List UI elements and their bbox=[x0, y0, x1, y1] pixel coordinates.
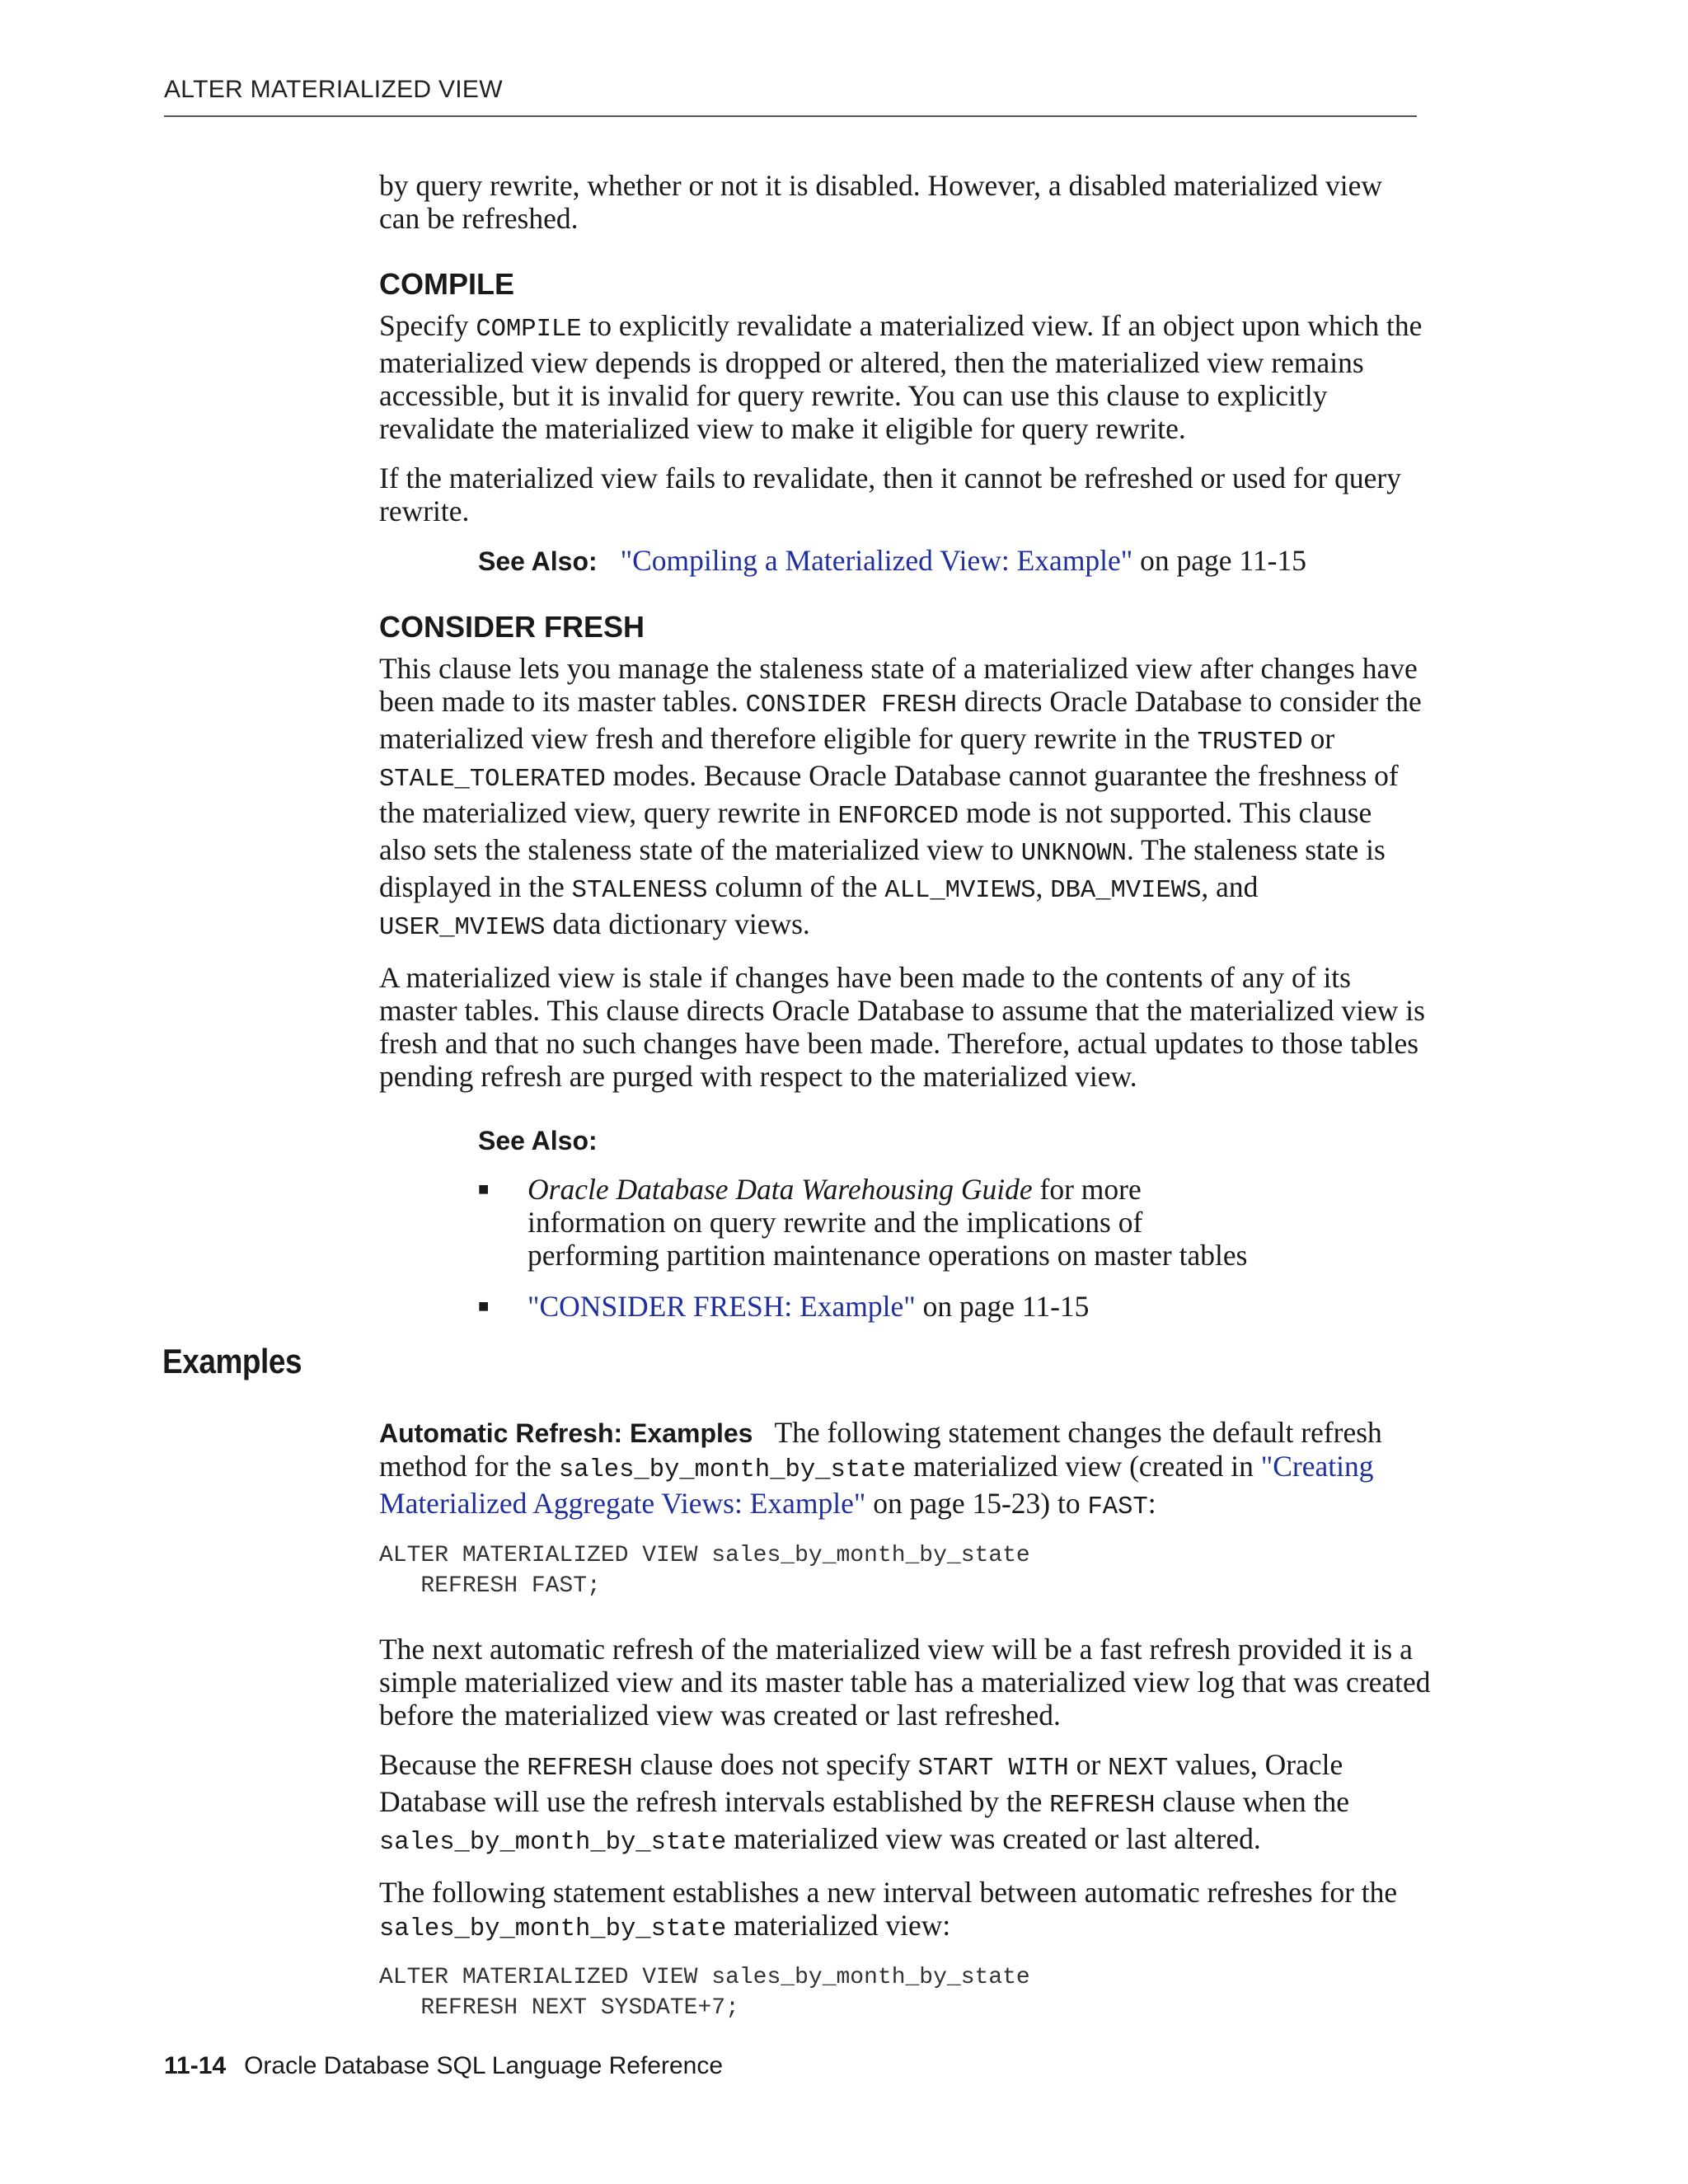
text-run: Specify bbox=[379, 309, 476, 342]
examples-paragraph-3 bbox=[379, 1748, 1434, 1859]
page-footer bbox=[164, 2052, 723, 2080]
page-number: 11-14 bbox=[164, 2052, 227, 2079]
text-run: for more information on query rewrite and the implications of performing partition maintenance operations on master tables bbox=[528, 1173, 1248, 1272]
inline-code: STALE_TOLERATED bbox=[379, 766, 606, 794]
text-run: column of the bbox=[707, 870, 885, 903]
consider-fresh-paragraph-2: A materialized view is stale if changes have been made to the contents of any of its master tables. This clause directs Oracle Database to assume that the materialized view is fresh and that no such changes have been made. Therefore, actual updates to those tables pending refresh are purged with respect to the materialized view. bbox=[379, 961, 1425, 1093]
inline-code: FAST bbox=[1087, 1493, 1148, 1521]
code-block-1: ALTER MATERIALIZED VIEW sales_by_month_by_state REFRESH FAST; bbox=[379, 1543, 1030, 1599]
inline-code: ALL_MVIEWS bbox=[884, 877, 1036, 905]
inline-code: TRUSTED bbox=[1197, 729, 1303, 757]
compile-heading: COMPILE bbox=[379, 267, 515, 301]
list-item bbox=[478, 1290, 1269, 1323]
code-compile: COMPILE bbox=[476, 316, 582, 344]
text-run: materialized view (created in bbox=[906, 1450, 1261, 1483]
consider-fresh-heading: CONSIDER FRESH bbox=[379, 610, 645, 644]
intro-paragraph: by query rewrite, whether or not it is disabled. However, a disabled materialized view can be refreshed. bbox=[379, 169, 1383, 235]
guide-title: Oracle Database Data Warehousing Guide bbox=[528, 1173, 1033, 1206]
book-title: Oracle Database SQL Language Reference bbox=[244, 2052, 724, 2079]
examples-paragraph-2: The next automatic refresh of the materialized view will be a fast refresh provided it is a simple materialized view and its master table has a materialized view log that was created before the materialized view was created or last refreshed. bbox=[379, 1633, 1431, 1732]
examples-paragraph-1 bbox=[379, 1416, 1434, 1524]
text-run: materialized view: bbox=[726, 1909, 951, 1942]
running-header bbox=[164, 73, 1417, 117]
compile-paragraph-2: If the materialized view fails to revalidate, then it cannot be refreshed or used for query rewrite. bbox=[379, 462, 1402, 527]
text-run: or bbox=[1302, 722, 1335, 755]
text-run: Because the bbox=[379, 1748, 528, 1781]
text-run: materialized view was created or last altered. bbox=[726, 1822, 1261, 1855]
header-title: ALTER MATERIALIZED VIEW bbox=[164, 76, 503, 103]
compiling-example-link[interactable]: "Compiling a Materialized View: Example" bbox=[620, 544, 1133, 577]
examples-heading: Examples bbox=[162, 1342, 302, 1380]
text-run: clause does not specify bbox=[632, 1748, 918, 1781]
text-run: directs Oracle Database to consider the materialized view fresh and therefore eligible for query rewrite in the bbox=[379, 685, 1422, 755]
text-run: values, Oracle Database will use the refresh intervals established by the bbox=[379, 1748, 1343, 1818]
square-bullet-icon: ■ bbox=[478, 1296, 490, 1316]
inline-code: USER_MVIEWS bbox=[379, 914, 546, 942]
cross-reference-link[interactable]: "Creating Materialized Aggregate Views: Example" bbox=[379, 1450, 1374, 1520]
examples-paragraph-4 bbox=[379, 1876, 1434, 1946]
see-also-list bbox=[478, 1173, 1426, 1323]
square-bullet-icon: ■ bbox=[478, 1179, 490, 1199]
text-run: mode is not supported. This clause also sets the staleness state of the materialized view to bbox=[379, 796, 1372, 866]
inline-code: REFRESH bbox=[1049, 1792, 1156, 1820]
compile-paragraph-1 bbox=[379, 309, 1426, 445]
main-body bbox=[379, 169, 1426, 1341]
inline-code: REFRESH bbox=[527, 1755, 633, 1783]
inline-code: STALENESS bbox=[571, 877, 708, 905]
examples-section bbox=[379, 1416, 1434, 2055]
see-also-label: See Also: bbox=[478, 546, 598, 576]
inline-code: sales_by_month_by_state bbox=[379, 1915, 727, 1943]
text-run: on page 15-23) to bbox=[865, 1487, 1088, 1520]
text-run: This clause lets you manage the staleness state of a materialized view after changes have been made to its master tables. bbox=[379, 652, 1418, 718]
text-run: The following statement establishes a new interval between automatic refreshes for the bbox=[379, 1876, 1398, 1909]
inline-code: sales_by_month_by_state bbox=[379, 1829, 727, 1857]
runin-title: Automatic Refresh: Examples bbox=[379, 1418, 753, 1448]
text-run: or bbox=[1068, 1748, 1109, 1781]
see-also-page: on page 11-15 bbox=[1132, 544, 1306, 577]
see-also-label: See Also: bbox=[478, 1126, 598, 1155]
text-run: data dictionary views. bbox=[545, 907, 810, 940]
inline-code: sales_by_month_by_state bbox=[558, 1456, 907, 1484]
inline-code: START WITH bbox=[917, 1755, 1069, 1783]
text-run: to explicitly revalidate a materialized view. If an object upon which the materialized view depends is dropped or altered, then the materialized view remains accessible, but it is invalid for query rewrite. You can use this clause to explicitly revalidate the materialized view to make it eligible for query rewrite. bbox=[379, 309, 1423, 445]
code-block-2: ALTER MATERIALIZED VIEW sales_by_month_by_state REFRESH NEXT SYSDATE+7; bbox=[379, 1965, 1030, 2021]
compile-see-also bbox=[478, 544, 1426, 578]
list-item bbox=[478, 1173, 1269, 1272]
inline-code: UNKNOWN bbox=[1020, 840, 1127, 868]
text-run: , and bbox=[1201, 870, 1259, 903]
text-run: . The staleness state is displayed in the bbox=[379, 833, 1386, 903]
text-run: : bbox=[1147, 1487, 1156, 1520]
consider-fresh-paragraph-1 bbox=[379, 652, 1426, 944]
inline-code: CONSIDER FRESH bbox=[745, 691, 957, 719]
text-run: clause when the bbox=[1155, 1785, 1350, 1818]
consider-fresh-example-link[interactable]: "CONSIDER FRESH: Example" bbox=[528, 1290, 916, 1323]
text-run: The following statement changes the default refresh method for the bbox=[379, 1416, 1382, 1483]
inline-code: NEXT bbox=[1108, 1755, 1169, 1783]
consider-fresh-see-also bbox=[478, 1126, 1426, 1323]
text-run: , bbox=[1035, 870, 1051, 903]
text-run: on page 11-15 bbox=[915, 1290, 1090, 1323]
inline-code: ENFORCED bbox=[837, 803, 959, 831]
text-run: modes. Because Oracle Database cannot guarantee the freshness of the materialized view, query rewrite in bbox=[379, 759, 1399, 829]
inline-code: DBA_MVIEWS bbox=[1050, 877, 1202, 905]
